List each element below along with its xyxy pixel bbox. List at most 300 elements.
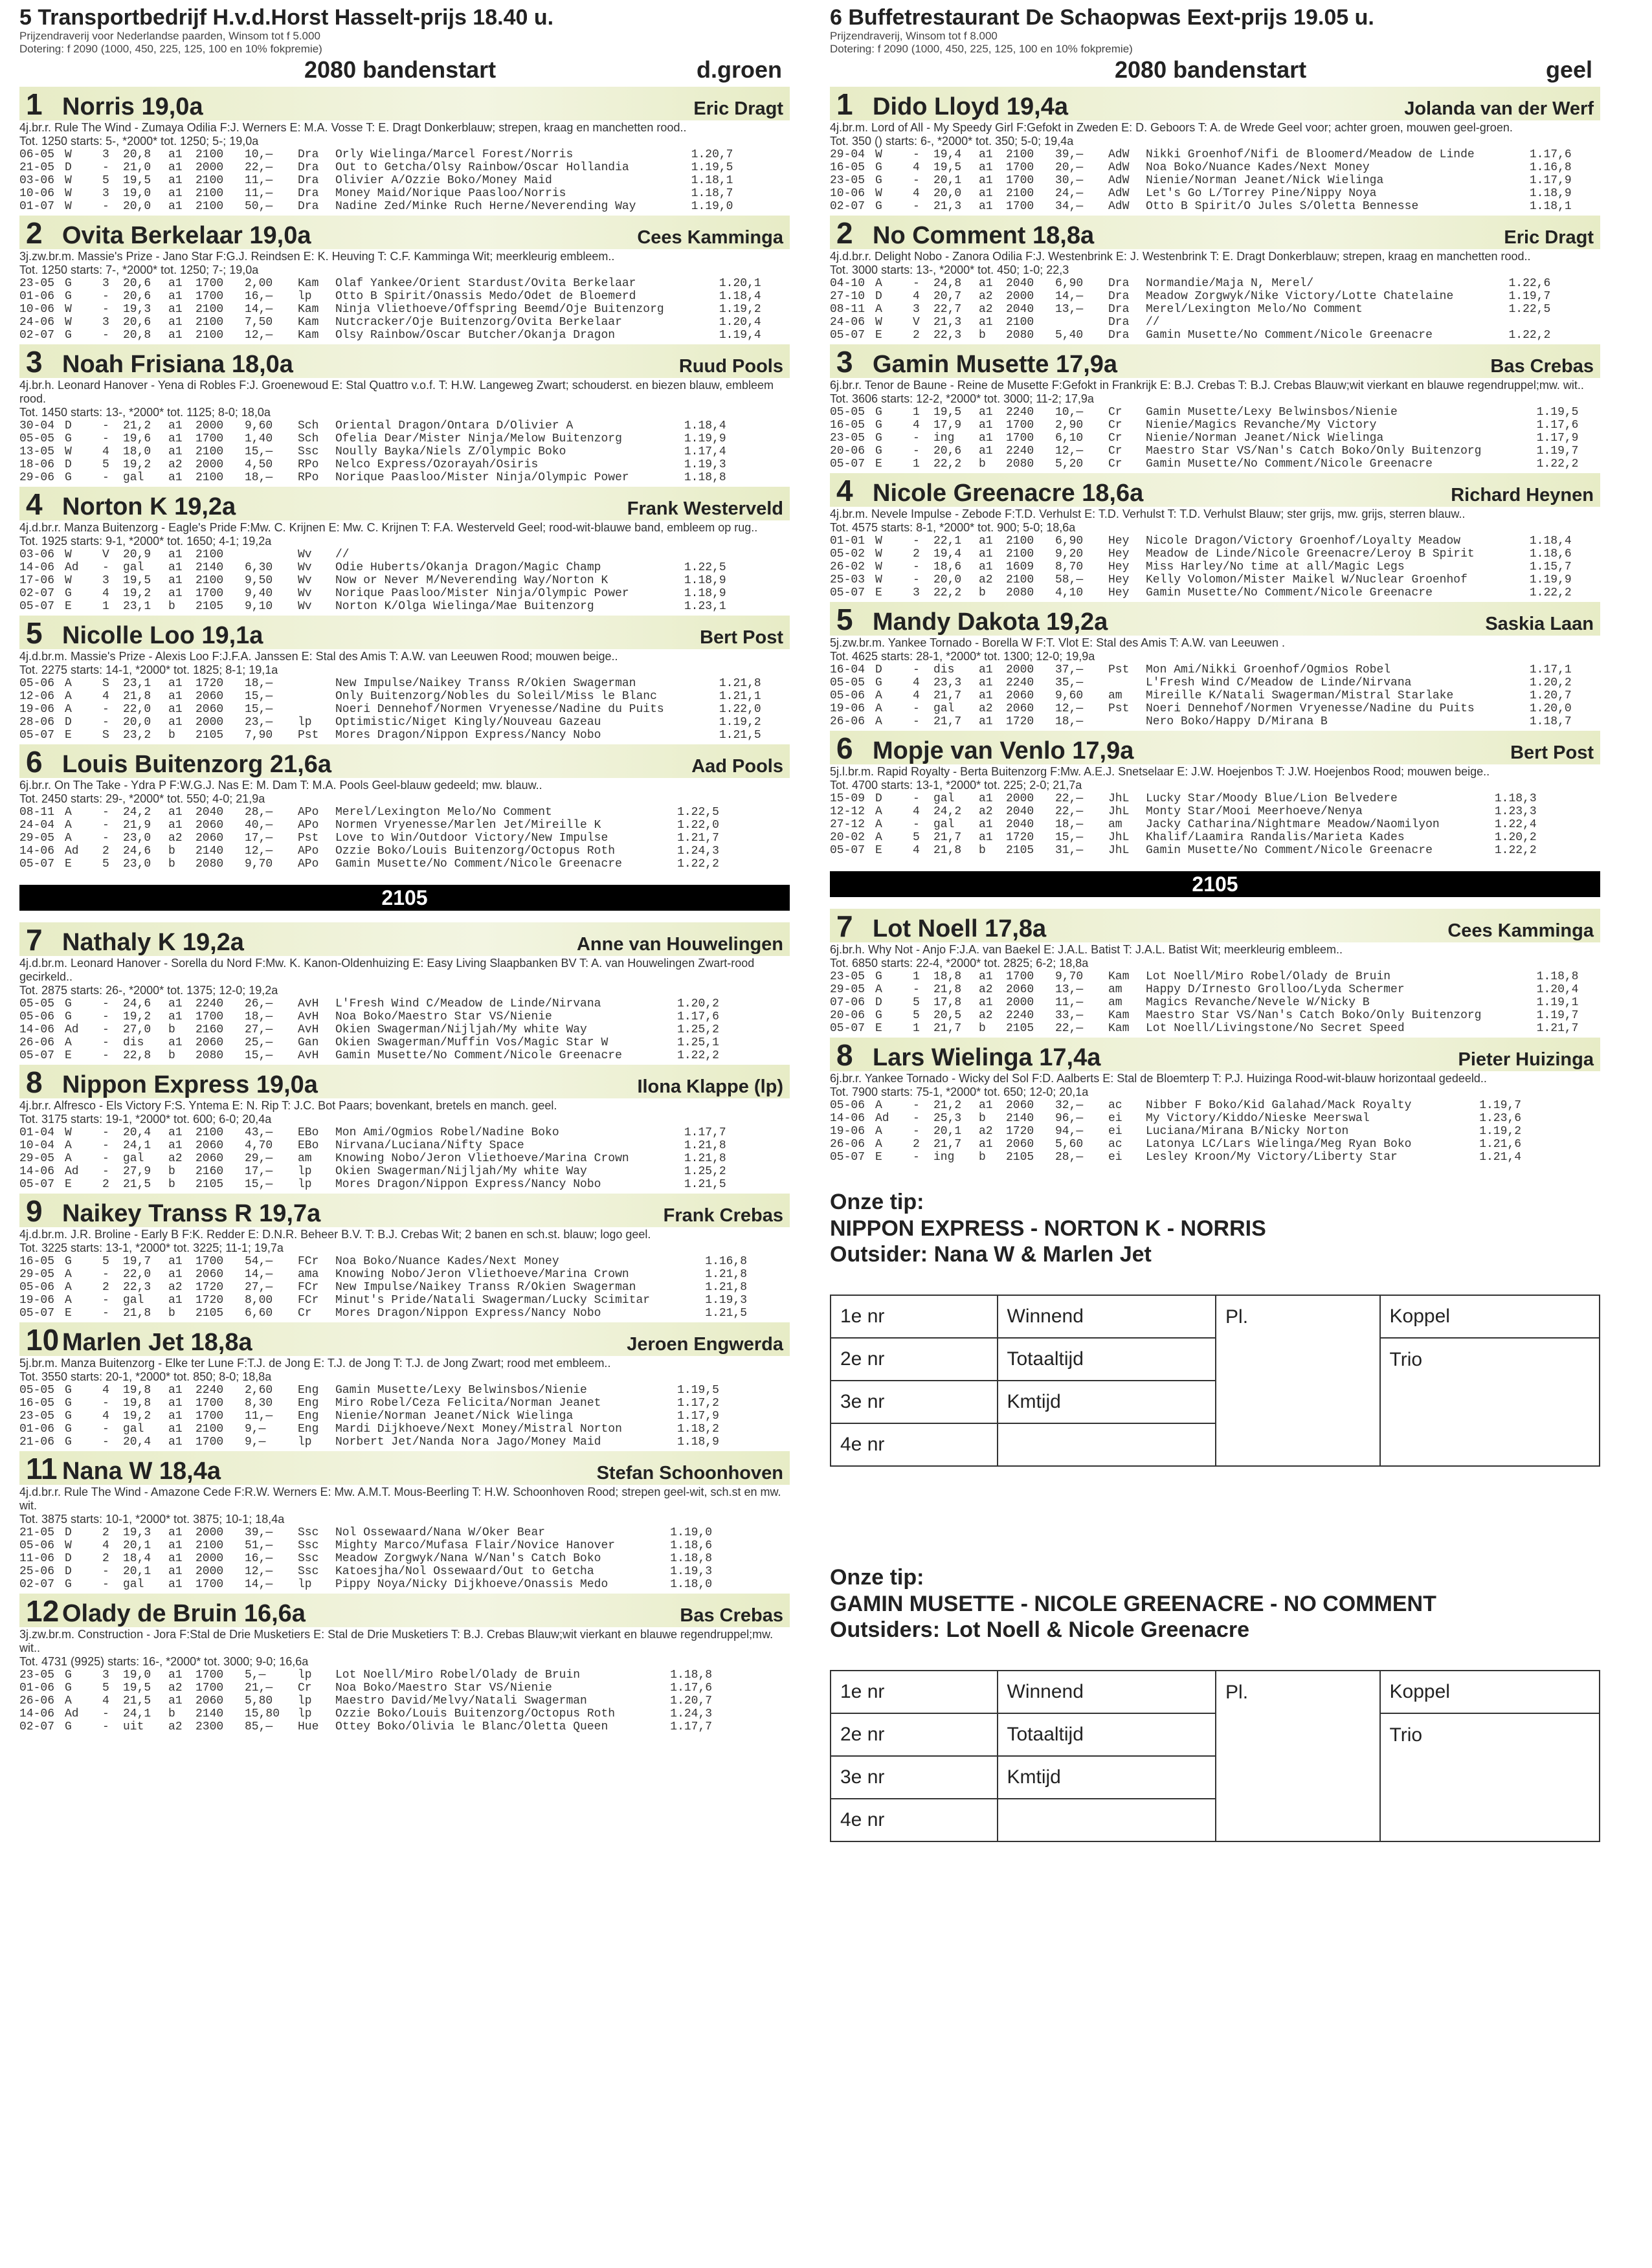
run-cell: 1700 (1006, 970, 1034, 983)
run-cell: 01-06 (19, 1423, 55, 1436)
run-cell: 23,1 (123, 677, 151, 690)
run-cell: a2 (979, 303, 993, 316)
run-row (19, 1552, 712, 1565)
run-cell: Mon Ami/Nikki Groenhof/Ogmios Robel (1146, 663, 1391, 676)
run-cell: 1.18,9 (684, 574, 726, 587)
run-cell: 20,0 (933, 187, 962, 200)
run-cell: 85,— (245, 1720, 273, 1733)
run-row (830, 715, 1572, 728)
run-cell: 2105 (1006, 844, 1034, 857)
bet-cell: Trio (1380, 1713, 1600, 1756)
horse-name: Noah Frisiana 18,0a (62, 351, 293, 378)
run-cell: Maestro David/Melvy/Natali Swagerman (335, 1695, 587, 1707)
run-cell: 43,— (245, 1126, 273, 1139)
run-cell: 27,0 (123, 1023, 151, 1036)
run-cell: 30-04 (19, 419, 55, 432)
run-cell: 21,8 (123, 1307, 151, 1320)
run-cell: 2100 (195, 329, 224, 342)
run-cell: G (65, 1255, 72, 1268)
run-cell: G (65, 587, 72, 600)
run-cell: Nikki Groenhof/Nifi de Bloomerd/Meadow de Linde (1146, 148, 1475, 161)
run-cell: 05-07 (830, 1151, 865, 1164)
run-cell: 21,2 (933, 1099, 962, 1112)
run-row (19, 1707, 712, 1720)
run-cell: 1700 (1006, 432, 1034, 445)
run-cell: 05-07 (19, 858, 55, 871)
run-cell: a1 (168, 1565, 183, 1578)
run-cell: a1 (168, 1410, 183, 1423)
run-row (830, 831, 1537, 844)
bet-cell (1216, 1713, 1380, 1756)
run-cell: 26-06 (830, 715, 865, 728)
run-cell: 4 (913, 689, 920, 702)
run-cell: 21-05 (19, 1526, 55, 1539)
run-cell: E (875, 329, 882, 342)
run-cell: 05-06 (19, 1010, 55, 1023)
run-cell: 3 (102, 187, 109, 200)
run-cell: 1.18,4 (719, 290, 761, 303)
run-cell: 2160 (195, 1165, 224, 1178)
run-cell: - (913, 148, 920, 161)
run-cell: a1 (168, 703, 183, 716)
run-cell: 21,3 (933, 316, 962, 329)
run-cell: Magics Revanche/Nevele W/Nicky B (1146, 996, 1370, 1009)
run-cell: a1 (168, 548, 183, 561)
run-cell: 22,3 (123, 1281, 151, 1294)
run-cell: E (65, 1178, 72, 1191)
run-cell: 5 (913, 996, 920, 1009)
run-cell: E (875, 844, 882, 857)
run-cell: gal (123, 1294, 144, 1307)
run-cell: a1 (168, 716, 183, 729)
driver-name: Bert Post (700, 627, 783, 648)
horse-number: 7 (26, 923, 43, 957)
run-cell: 3 (913, 303, 920, 316)
run-cell: 6,30 (245, 561, 273, 574)
run-cell: b (979, 329, 986, 342)
run-cell: 05-07 (19, 729, 55, 742)
run-cell: 2100 (195, 148, 224, 161)
run-cell: 01-06 (19, 290, 55, 303)
run-cell: 9,60 (1055, 689, 1084, 702)
run-cell: 9,10 (245, 600, 273, 613)
run-cell: 16-05 (19, 1255, 55, 1268)
run-cell: 11,— (245, 1410, 273, 1423)
run-cell: 12,— (1055, 445, 1084, 458)
run-cell: 10-06 (19, 303, 55, 316)
run-cell: Kelly Volomon/Mister Maikel W/Nuclear Groenhof (1146, 573, 1468, 586)
run-cell: Dra (298, 161, 319, 174)
run-cell: 1.19,2 (1479, 1125, 1521, 1138)
run-cell: 1.22,5 (1508, 303, 1551, 316)
run-row (19, 316, 761, 329)
run-cell: 1.17,1 (1529, 663, 1572, 676)
run-cell: 2000 (195, 458, 224, 471)
run-cell: 25-03 (830, 573, 865, 586)
run-cell: - (913, 702, 920, 715)
run-cell: G (875, 432, 882, 445)
run-cell: 1700 (1006, 161, 1034, 174)
run-cell: Knowing Nobo/Jeron Vliethoeve/Marina Crown (335, 1152, 629, 1165)
run-row (830, 844, 1537, 857)
run-cell: b (168, 1165, 175, 1178)
run-cell: ac (1108, 1099, 1122, 1112)
run-cell: 05-07 (830, 329, 865, 342)
run-cell: 6,10 (1055, 432, 1084, 445)
run-cell: 17,8 (933, 996, 962, 1009)
run-row (830, 535, 1572, 548)
run-cell: 22,— (1055, 792, 1084, 805)
run-cell: A (65, 1268, 72, 1281)
run-cell: 2000 (1006, 996, 1034, 1009)
run-cell: Normandie/Maja N, Merel/ (1146, 277, 1314, 290)
run-cell: 21,8 (123, 690, 151, 703)
horse-pedigree: 6j.br.r. On The Take - Ydra P F:W.G.J. Nas E: M. Dam T: M.A. Pools Geel-blauw gedeeld; mw. blauw.. (19, 779, 542, 792)
run-cell: gal (933, 792, 955, 805)
run-cell: a1 (168, 1552, 183, 1565)
horse-pedigree: 6j.br.h. Why Not - Anjo F:J.A. van Baekel E: J.A.L. Batist T: J.A.L. Batist Wit; meerkleurig embleem.. (830, 943, 1343, 956)
run-cell: a2 (979, 983, 993, 996)
run-cell: D (65, 1565, 72, 1578)
run-cell: 1.18,9 (1529, 187, 1572, 200)
run-cell: EBo (298, 1139, 319, 1152)
run-cell: - (102, 819, 109, 832)
run-cell: 3 (102, 277, 109, 290)
run-cell: 20,7 (933, 290, 962, 303)
run-cell: 1.21,8 (719, 677, 761, 690)
run-cell: E (65, 600, 72, 613)
run-row (830, 573, 1572, 586)
run-cell: 1 (913, 1022, 920, 1035)
horse-totals: Tot. 3875 starts: 10-1, *2000* tot. 3875; 10-1; 18,4a (19, 1513, 285, 1526)
run-cell: Eng (298, 1384, 319, 1397)
run-cell: AvH (298, 1023, 319, 1036)
run-cell: 2100 (1006, 573, 1034, 586)
run-cell: 29-06 (19, 471, 55, 484)
run-row (830, 702, 1572, 715)
run-cell: 20,1 (123, 1565, 151, 1578)
run-cell: a1 (168, 587, 183, 600)
run-cell: b (979, 1151, 986, 1164)
run-cell: 1.20,0 (1529, 702, 1572, 715)
run-cell: 1.17,9 (1536, 432, 1579, 445)
run-cell: 1700 (1006, 200, 1034, 213)
tip-block (830, 1188, 1600, 1267)
run-cell: 1.20,7 (691, 148, 733, 161)
run-cell: 1700 (195, 1682, 224, 1695)
run-cell: 1.18,7 (691, 187, 733, 200)
run-cell: - (102, 1307, 109, 1320)
run-cell: 17-06 (19, 574, 55, 587)
run-row (19, 1165, 726, 1178)
run-cell: 29-05 (19, 1268, 55, 1281)
run-cell: 21,2 (123, 419, 151, 432)
run-cell: 2060 (1006, 702, 1034, 715)
run-cell: ei (1108, 1112, 1122, 1125)
run-cell: 21,0 (123, 161, 151, 174)
run-cell: 03-06 (19, 174, 55, 187)
run-row (19, 1294, 747, 1307)
run-cell: 8,70 (1055, 561, 1084, 573)
run-cell: 2080 (1006, 458, 1034, 471)
run-cell: 22,2 (933, 458, 962, 471)
run-cell: RPo (298, 471, 319, 484)
run-cell: 20,5 (933, 1009, 962, 1022)
run-cell: 22,2 (933, 586, 962, 599)
run-cell: 2,90 (1055, 419, 1084, 432)
run-cell: 1720 (195, 677, 224, 690)
run-cell: 1.23,3 (1494, 805, 1537, 818)
race-start-row (830, 56, 1600, 84)
run-cell: 10,— (1055, 406, 1084, 419)
run-cell: a1 (979, 676, 993, 689)
run-cell: 2,60 (245, 1384, 273, 1397)
run-cell: 32,— (1055, 1099, 1084, 1112)
run-cell: 15,— (245, 1178, 273, 1191)
race-conditions: Prijzendraverij voor Nederlandse paarden, Winsom tot f 5.000 (19, 30, 320, 42)
run-cell: E (875, 458, 882, 471)
run-cell: am (298, 1152, 312, 1165)
run-cell: 1.22,2 (1529, 586, 1572, 599)
run-cell: 23-05 (19, 1410, 55, 1423)
run-cell: 24-06 (19, 316, 55, 329)
run-cell: lp (298, 1578, 312, 1591)
run-cell: Nero Boko/Happy D/Mirana B (1146, 715, 1328, 728)
run-cell: - (102, 561, 109, 574)
run-cell: Norbert Jet/Nanda Nora Jago/Money Maid (335, 1436, 601, 1449)
run-cell: 2100 (1006, 148, 1034, 161)
run-cell: FCr (298, 1281, 319, 1294)
run-cell: 1700 (1006, 174, 1034, 187)
bet-cell (998, 1423, 1216, 1466)
horse-header (19, 344, 790, 378)
run-cell: 19,5 (123, 1682, 151, 1695)
run-cell: am (1108, 818, 1122, 831)
run-row (830, 818, 1537, 831)
horse-entry (19, 1194, 790, 1320)
run-cell: 4 (913, 805, 920, 818)
bet-cell: 4e nr (831, 1423, 998, 1466)
run-row (19, 806, 719, 819)
run-cell: 20,1 (123, 1539, 151, 1552)
bet-cell: 4e nr (831, 1799, 998, 1841)
run-cell: 1700 (195, 1669, 224, 1682)
run-cell: G (65, 329, 72, 342)
run-cell: 14-06 (19, 845, 55, 858)
bet-cell: Totaaltijd (998, 1713, 1216, 1756)
run-cell: - (102, 1023, 109, 1036)
horse-entry (830, 1038, 1600, 1164)
run-cell: Ssc (298, 1552, 319, 1565)
run-cell: 05-06 (830, 1099, 865, 1112)
horse-name: Gamin Musette 17,9a (873, 351, 1118, 378)
run-cell: 05-07 (19, 600, 55, 613)
run-cell: 2060 (195, 1695, 224, 1707)
run-cell: 21,5 (123, 1178, 151, 1191)
run-row (19, 819, 719, 832)
run-row (19, 1307, 747, 1320)
run-cell: - (102, 1423, 109, 1436)
run-cell: 1.19,7 (1536, 1009, 1579, 1022)
run-cell: 1700 (195, 1010, 224, 1023)
run-cell: G (65, 1720, 72, 1733)
run-cell: 1.18,2 (677, 1423, 719, 1436)
run-cell: 1.20,4 (1536, 983, 1579, 996)
run-cell: 2000 (1006, 663, 1034, 676)
run-cell: Otto B Spirit/O Jules S/Oletta Bennesse (1146, 200, 1419, 213)
run-cell: 25,3 (933, 1112, 962, 1125)
run-cell: 19,8 (123, 1397, 151, 1410)
run-cell: W (875, 148, 882, 161)
run-cell: Kam (298, 316, 319, 329)
recent-runs (19, 1126, 726, 1191)
recent-runs (19, 806, 719, 871)
run-cell: 14,— (245, 1578, 273, 1591)
horse-name: Ovita Berkelaar 19,0a (62, 222, 311, 249)
run-cell: 14,— (1055, 290, 1084, 303)
run-row (19, 445, 726, 458)
horse-totals: Tot. 1250 starts: 7-, *2000* tot. 1250; 7-; 19,0a (19, 263, 259, 276)
run-cell: - (102, 303, 109, 316)
run-cell: a1 (168, 1010, 183, 1023)
run-cell: - (102, 1152, 109, 1165)
run-row (830, 663, 1572, 676)
run-cell: G (875, 419, 882, 432)
run-cell: AdW (1108, 187, 1130, 200)
run-cell: 19,2 (123, 1010, 151, 1023)
horse-number: 6 (836, 731, 853, 765)
run-cell: A (65, 1281, 72, 1294)
run-cell: 19,2 (123, 587, 151, 600)
run-cell: 2105 (195, 1178, 224, 1191)
run-cell: 10-06 (830, 187, 865, 200)
run-cell: ac (1108, 1138, 1122, 1151)
run-cell: Nienie/Norman Jeanet/Nick Wielinga (335, 1410, 574, 1423)
run-row (830, 303, 1550, 316)
run-cell: 1700 (195, 290, 224, 303)
run-cell: a1 (168, 1695, 183, 1707)
run-cell: Cr (1108, 432, 1122, 445)
run-cell: Merel/Lexington Melo/No Comment (335, 806, 552, 819)
run-cell: E (875, 1022, 882, 1035)
run-cell: G (65, 1423, 72, 1436)
run-cell: 21,7 (933, 689, 962, 702)
run-cell: 02-07 (19, 587, 55, 600)
horse-pedigree: 6j.br.r. Tenor de Baune - Reine de Musette F:Gefokt in Frankrijk E: B.J. Crebas T: B.J. Crebas Blauw;wit vierkant en blauwe regendruppel;mw. wit.. (830, 379, 1584, 392)
run-cell: A (875, 818, 882, 831)
run-cell: Eng (298, 1410, 319, 1423)
run-row (19, 1036, 719, 1049)
run-cell: 2240 (195, 997, 224, 1010)
run-cell: Gamin Musette/Lexy Belwinsbos/Nienie (1146, 406, 1398, 419)
recent-runs (830, 663, 1572, 728)
bet-row (831, 1671, 1600, 1713)
horse-list-2 (830, 909, 1600, 1164)
horse-name: No Comment 18,8a (873, 222, 1095, 249)
run-cell: JhL (1108, 805, 1130, 818)
horse-name: Lars Wielinga 17,4a (873, 1044, 1101, 1071)
horse-pedigree: 4j.br.r. Alfresco - Els Victory F:S. Yntema E: N. Rip T: J.C. Bot Paars; bovenkant, bretels en manch. geel. (19, 1099, 557, 1112)
run-cell: 2 (102, 1526, 109, 1539)
race-start-type: 2080 bandenstart (1115, 56, 1307, 83)
run-cell: 1.17,2 (677, 1397, 719, 1410)
recent-runs (19, 419, 726, 484)
run-cell: a1 (168, 200, 183, 213)
run-cell: 9,50 (245, 574, 273, 587)
run-cell: a1 (979, 187, 993, 200)
run-cell: 18,— (245, 471, 273, 484)
run-cell: gal (123, 1578, 144, 1591)
bet-cell (1380, 1799, 1600, 1841)
run-cell: 28,— (245, 806, 273, 819)
run-cell: 4 (913, 676, 920, 689)
run-cell: 1700 (195, 432, 224, 445)
run-cell: E (875, 1151, 882, 1164)
run-cell: 1720 (1006, 715, 1034, 728)
run-cell: 1.16,8 (1529, 161, 1572, 174)
run-cell: a2 (168, 832, 183, 845)
run-cell: 58,— (1055, 573, 1084, 586)
run-cell: 1.18,8 (1536, 970, 1579, 983)
run-cell: 23-05 (830, 970, 865, 983)
run-row (830, 445, 1578, 458)
run-cell: D (65, 1526, 72, 1539)
run-cell: Wv (298, 587, 312, 600)
run-cell: Nelco Express/Ozorayah/Osiris (335, 458, 539, 471)
run-cell: 10-06 (19, 187, 55, 200)
run-cell: 1.15,7 (1529, 561, 1572, 573)
run-cell: - (102, 1436, 109, 1449)
horse-totals: Tot. 4575 starts: 8-1, *2000* tot. 900; 5-0; 18,6a (830, 521, 1076, 534)
run-cell: 24,2 (933, 805, 962, 818)
bet-row (831, 1423, 1600, 1466)
run-cell: A (875, 689, 882, 702)
run-cell: - (102, 1565, 109, 1578)
run-cell: G (875, 970, 882, 983)
horse-header (19, 87, 790, 120)
run-cell: a2 (979, 290, 993, 303)
bet-cell (1216, 1338, 1380, 1381)
run-cell: 1.24,3 (670, 1707, 713, 1720)
run-cell: 2160 (195, 1023, 224, 1036)
run-cell: b (168, 729, 175, 742)
run-cell: Ottey Boko/Olivia le Blanc/Oletta Queen (335, 1720, 608, 1733)
run-cell (1108, 715, 1146, 728)
run-cell: Cr (298, 1307, 312, 1320)
run-cell: 26-06 (19, 1695, 55, 1707)
run-cell: E (875, 586, 882, 599)
run-cell: Eng (298, 1397, 319, 1410)
run-cell: 1.18,8 (670, 1669, 713, 1682)
run-cell: 1720 (195, 1281, 224, 1294)
bet-cell: Winnend (998, 1295, 1216, 1338)
race-color: geel (1545, 56, 1592, 83)
run-cell: Luciana/Mirana B/Nicky Norton (1146, 1125, 1349, 1138)
run-cell: 21-06 (19, 1436, 55, 1449)
run-cell: 18,4 (123, 1552, 151, 1565)
run-cell: - (913, 535, 920, 548)
horse-number: 9 (26, 1194, 43, 1228)
run-row (830, 586, 1572, 599)
run-cell: 19,5 (123, 574, 151, 587)
run-cell: 1.22,2 (1536, 458, 1579, 471)
run-cell: 21,8 (933, 844, 962, 857)
horse-entry (19, 1322, 790, 1449)
run-cell: Olsy Rainbow/Oscar Butcher/Okanja Dragon (335, 329, 616, 342)
run-cell: AvH (298, 1010, 319, 1023)
run-cell: 22,1 (933, 535, 962, 548)
run-cell: A (875, 303, 882, 316)
